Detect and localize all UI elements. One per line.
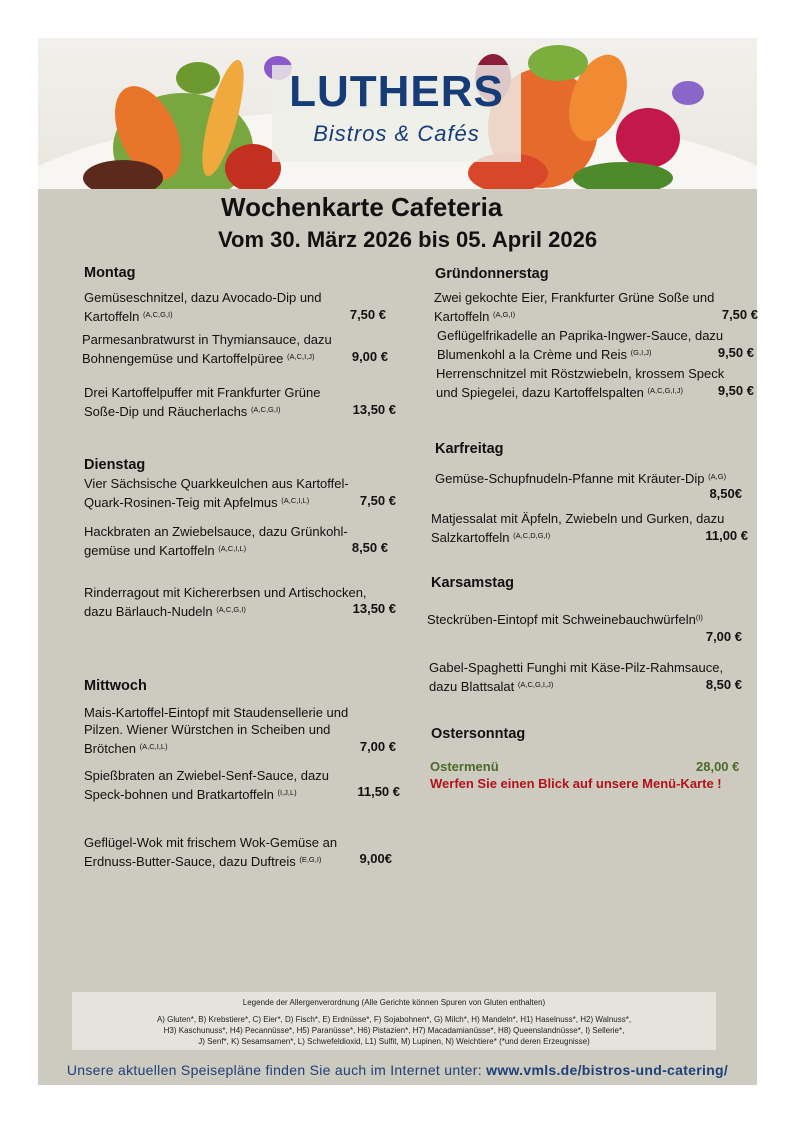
dish-price: 7,50 €: [359, 493, 396, 508]
dish-item: Rinderragout mit Kichererbsen und Artischocken, dazu Bärlauch-Nudeln $^{(A,C,G,I)}$: [84, 585, 367, 619]
dish-item: Gemüse-Schupfnudeln-Pfanne mit Kräuter-Dip $^{(A,G)}$: [435, 471, 727, 486]
dish-item: Gemüseschnitzel, dazu Avocado-Dip und Kartoffeln $^{(A,C,G,I)}$: [84, 290, 322, 324]
dish-item: Mais-Kartoffel-Eintopf mit Staudensellerie und Pilzen. Wiener Würstchen in Scheiben und Brötchen $^{(A,C,I,L)}$: [84, 705, 349, 756]
dish-price: 11,50 €: [357, 784, 400, 799]
page-title: Wochenkarte Cafeteria: [221, 192, 503, 222]
day-heading-karfreitag: Karfreitag: [435, 441, 504, 457]
dish-price: 9,00€: [359, 851, 392, 866]
date-range: Vom 30. März 2026 bis 05. April 2026: [218, 227, 598, 252]
brand-logo: [272, 65, 521, 162]
allergen-legend: [72, 992, 716, 1050]
dish-price: 7,50 €: [349, 307, 386, 322]
dish-item: Steckrüben-Eintopf mit Schweinebauchwürfeln$^{(I)}$: [427, 612, 703, 627]
dish-item: Geflügel-Wok mit frischem Wok-Gemüse an Erdnuss-Butter-Sauce, dazu Duftreis $^{(E,G,I)}$: [84, 835, 338, 869]
easter-menu-price: 28,00 €: [696, 759, 740, 774]
dish-price: 7,00 €: [359, 739, 396, 754]
brand-name: LUTHERS: [289, 67, 504, 116]
dish-price: 13,50 €: [352, 402, 396, 417]
day-heading-gruendonnerstag: Gründonnerstag: [435, 266, 549, 282]
day-heading-karsamstag: Karsamstag: [431, 575, 515, 591]
dish-price: 11,00 €: [705, 528, 748, 543]
dish-item: Hackbraten an Zwiebelsauce, dazu Grünkohl-gemüse und Kartoffeln $^{(A,C,I,L)}$: [84, 524, 348, 558]
dish-price: 9,50 €: [717, 383, 754, 398]
day-heading-montag: Montag: [84, 265, 136, 281]
dish-price: 7,50 €: [721, 307, 758, 322]
easter-menu-note: Werfen Sie einen Blick auf unsere Menü-Karte !: [430, 776, 722, 791]
dish-price: 8,50 €: [705, 677, 742, 692]
legend-line: J) Senf*, K) Sesamsamen*, L) Schwefeldioxid, L1) Sulfit, M) Lupinen, N) Weichtiere* (*und deren Erzeugnisse): [198, 1037, 590, 1046]
dish-item: Herrenschnitzel mit Röstzwiebeln, krossem Speck und Spiegelei, dazu Kartoffelspalten $^{(A,C,G,I,J)}$: [436, 366, 725, 400]
easter-menu-label: Ostermenü: [430, 759, 499, 774]
legend-line: H3) Kaschunuss*, H4) Pecannüsse*, H5) Paranüsse*, H6) Pistazien*, H7) Macadamianüsse*, H8) Queenslandnüsse*, I) Sellerie*,: [163, 1026, 625, 1035]
dish-item: Zwei gekochte Eier, Frankfurter Grüne Soße und Kartoffeln $^{(A,G,I)}$: [434, 290, 715, 324]
legend-line: A) Gluten*, B) Krebstiere*, C) Eier*, D) Fisch*, E) Erdnüsse*, F) Sojabohnen*, G) Milch*, H) Mandeln*, H1) Haselnuss*, H2) Walnuss*,: [156, 1015, 632, 1024]
footer-url[interactable]: www.vmls.de/bistros-und-catering/: [486, 1062, 729, 1078]
dish-price: 8,50 €: [351, 540, 388, 555]
dish-item: Geflügelfrikadelle an Paprika-Ingwer-Sauce, dazu Blumenkohl a la Crème und Reis $^{(G,I,J)}$: [437, 328, 724, 362]
dish-item: Vier Sächsische Quarkkeulchen aus Kartoffel-Quark-Rosinen-Teig mit Apfelmus $^{(A,C,I,L)}$: [84, 476, 349, 510]
day-heading-mittwoch: Mittwoch: [84, 678, 147, 694]
dish-item: Drei Kartoffelpuffer mit Frankfurter Grüne Soße-Dip und Räucherlachs $^{(A,C,G,I)}$: [84, 385, 321, 419]
footer-text: Unsere aktuellen Speisepläne finden Sie auch im Internet unter:: [66, 1062, 482, 1078]
dish-price: 7,00 €: [705, 629, 742, 644]
footer-note: [38, 1062, 757, 1078]
legend-title: Legende der Allergenverordnung (Alle Gerichte können Spuren von Gluten enthalten): [242, 998, 546, 1007]
dish-price: 8,50€: [709, 486, 742, 501]
brand-tagline: Bistros & Cafés: [313, 121, 480, 146]
dish-item: Matjessalat mit Äpfeln, Zwiebeln und Gurken, dazu Salzkartoffeln $^{(A,C,D,G,I)}$: [431, 511, 725, 545]
dish-price: 9,50 €: [717, 345, 754, 360]
header-food-image: [38, 38, 757, 189]
dish-price: 13,50 €: [352, 601, 396, 616]
dish-item: Gabel-Spaghetti Funghi mit Käse-Pilz-Rahmsauce, dazu Blattsalat $^{(A,C,G,I,J)}$: [429, 660, 724, 694]
day-heading-ostersonntag: Ostersonntag: [431, 726, 526, 742]
menu-sheet: [38, 38, 757, 1085]
dish-price: 9,00 €: [351, 349, 388, 364]
dish-item: Spießbraten an Zwiebel-Senf-Sauce, dazu Speck-bohnen und Bratkartoffeln $^{(I,J,L)}$: [84, 768, 329, 802]
dish-item: Parmesanbratwurst in Thymiansauce, dazu Bohnengemüse und Kartoffelpüree $^{(A,C,I,J)}$: [82, 332, 332, 366]
day-heading-dienstag: Dienstag: [84, 457, 146, 473]
